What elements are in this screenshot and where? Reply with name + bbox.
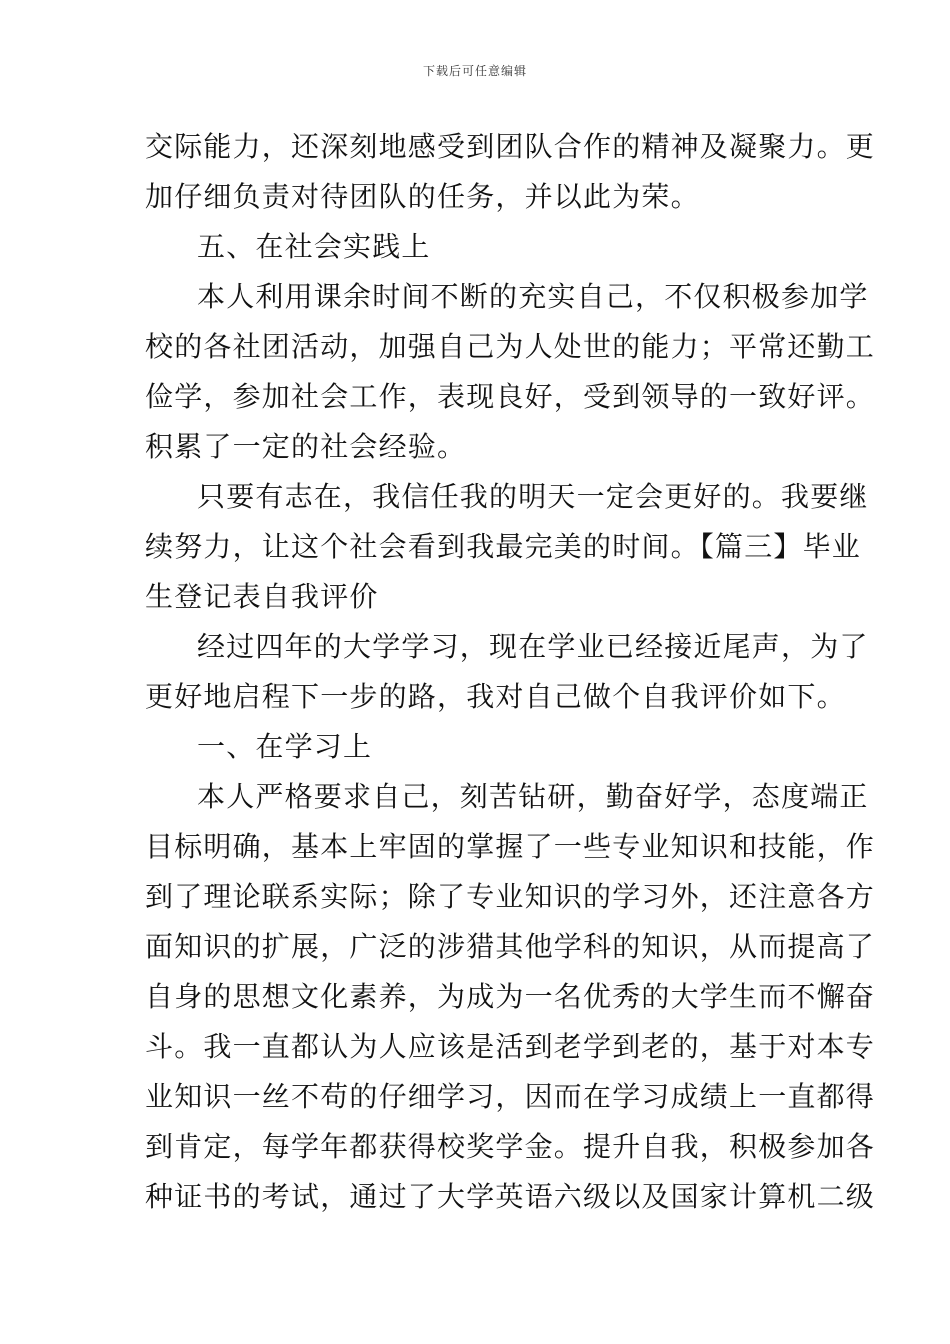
text-line-5: 校的各社团活动，加强自己为人处世的能力；平常还勤工 <box>145 330 876 363</box>
text-line-17: 面知识的扩展，广泛的涉猎其他学科的知识，从而提高了 <box>145 930 876 963</box>
text-line-10: 生登记表自我评价 <box>145 580 379 613</box>
text-line-14: 本人严格要求自己，刻苦钻研，勤奋好学，态度端正 <box>197 780 869 813</box>
text-line-21: 到肯定，每学年都获得校奖学金。提升自我，积极参加各 <box>145 1130 876 1163</box>
text-line-1: 交际能力，还深刻地感受到团队合作的精神及凝聚力。更 <box>145 130 876 163</box>
text-line-16: 到了理论联系实际；除了专业知识的学习外，还注意各方 <box>145 880 876 913</box>
text-line-22: 种证书的考试，通过了大学英语六级以及国家计算机二级 <box>145 1180 876 1213</box>
text-line-8: 只要有志在，我信任我的明天一定会更好的。我要继 <box>197 480 869 513</box>
text-line-19: 斗。我一直都认为人应该是活到老学到老的，基于对本专 <box>145 1030 876 1063</box>
text-line-4: 本人利用课余时间不断的充实自己，不仅积极参加学 <box>197 280 869 313</box>
text-line-12: 更好地启程下一步的路，我对自己做个自我评价如下。 <box>145 680 846 713</box>
text-line-6: 俭学，参加社会工作，表现良好，受到领导的一致好评。 <box>145 380 876 413</box>
text-line-11: 经过四年的大学学习，现在学业已经接近尾声，为了 <box>197 630 869 663</box>
text-line-9: 续努力，让这个社会看到我最完美的时间。【篇三】毕业 <box>145 530 862 563</box>
text-line-15: 目标明确，基本上牢固的掌握了一些专业知识和技能，作 <box>145 830 876 863</box>
section-heading-study: 一、在学习上 <box>197 730 373 763</box>
page-header: 下载后可任意编辑 <box>422 64 527 78</box>
section-heading-social-practice: 五、在社会实践上 <box>197 230 431 263</box>
document-body <box>145 122 876 1222</box>
text-line-18: 自身的思想文化素养，为成为一名优秀的大学生而不懈奋 <box>145 980 876 1013</box>
text-line-7: 积累了一定的社会经验。 <box>145 430 467 463</box>
text-line-2: 加仔细负责对待团队的任务，并以此为荣。 <box>145 180 700 213</box>
text-line-20: 业知识一丝不苟的仔细学习，因而在学习成绩上一直都得 <box>145 1080 876 1113</box>
